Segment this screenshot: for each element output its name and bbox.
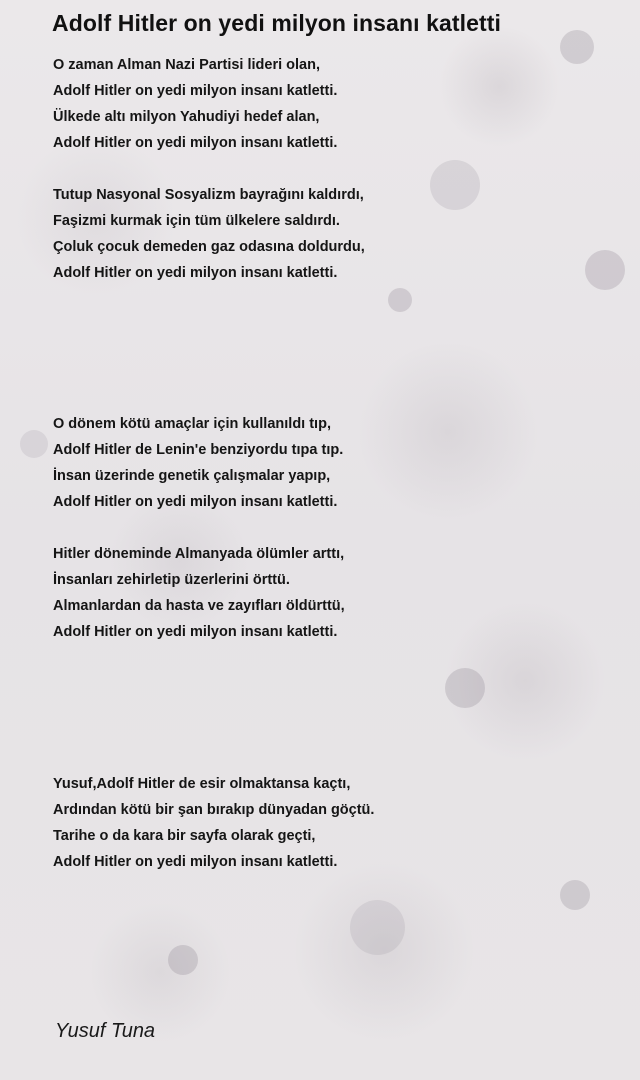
poem-line: Ardından kötü bir şan bırakıp dünyadan göçtü. [53,802,375,818]
poem-line: O zaman Alman Nazi Partisi lideri olan, [53,57,320,73]
poem-line: İnsan üzerinde genetik çalışmalar yapıp, [53,468,331,484]
poem-line: Tutup Nasyonal Sosyalizm bayrağını kaldırdı, [53,187,364,203]
poem-line: Almanlardan da hasta ve zayıfları öldürttü, [53,598,345,614]
poem-line: Faşizmi kurmak için tüm ülkelere saldırdı. [53,213,340,229]
poem-line: Çoluk çocuk demeden gaz odasına doldurdu, [53,239,365,255]
background-ink-blot [350,900,405,955]
background-ink-blot [560,30,594,64]
poem-line: Yusuf,Adolf Hitler de esir olmaktansa kaçtı, [53,776,351,792]
poem-line: Adolf Hitler on yedi milyon insanı katletti. [53,265,338,281]
background-ink-blot [20,430,48,458]
background-ink-blot [560,880,590,910]
background-ink-blot [585,250,625,290]
background-ink-blot [168,945,198,975]
poem-author: Yusuf Tuna [55,1020,156,1042]
poem-line: Adolf Hitler de Lenin'e benziyordu tıpa tıp. [53,442,344,458]
poem-line: Adolf Hitler on yedi milyon insanı katletti. [53,83,338,99]
poem-line: İnsanları zehirletip üzerlerini örttü. [53,572,290,588]
stanza-1 [53,52,337,156]
poem-line: Adolf Hitler on yedi milyon insanı katletti. [53,494,338,510]
poem-line: O dönem kötü amaçlar için kullanıldı tıp, [53,416,331,432]
stanza-5 [53,771,374,875]
background-ink-blot [388,288,412,312]
poem-title: Adolf Hitler on yedi milyon insanı katletti [52,10,502,36]
poem-line: Ülkede altı milyon Yahudiyi hedef alan, [53,109,320,125]
poem-line: Hitler döneminde Almanyada ölümler arttı, [53,546,345,562]
background-ink-blot [430,160,480,210]
poem-line: Adolf Hitler on yedi milyon insanı katletti. [53,854,338,870]
background-ink-blot [445,668,485,708]
stanza-3 [53,411,343,515]
stanza-2 [53,182,365,286]
poem-line: Adolf Hitler on yedi milyon insanı katletti. [53,135,338,151]
poem-line: Adolf Hitler on yedi milyon insanı katletti. [53,624,338,640]
stanza-4 [53,541,345,645]
poem-line: Tarihe o da kara bir sayfa olarak geçti, [53,828,316,844]
